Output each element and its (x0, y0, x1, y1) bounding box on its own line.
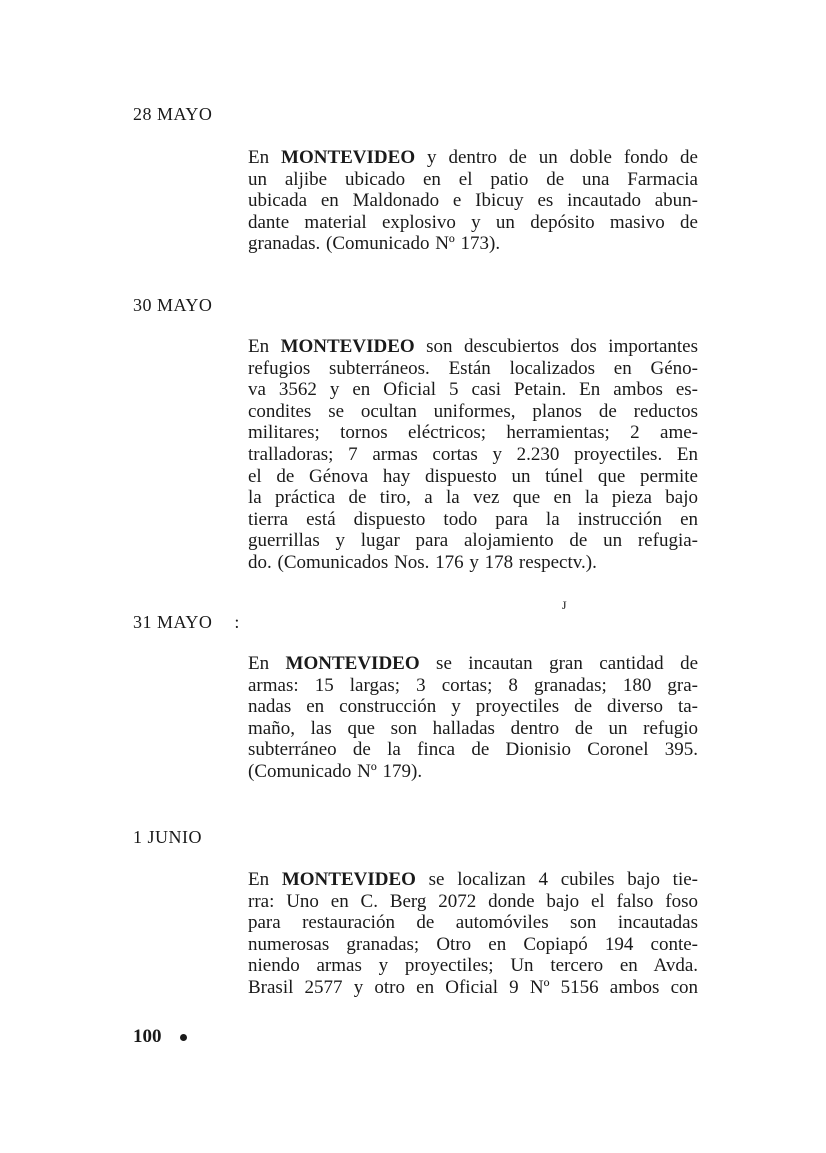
entry-date: 30 MAYO (133, 295, 213, 315)
text-line: do. (Comunicados Nos. 176 y 178 respectv.). (248, 551, 597, 573)
text-line: guerrillas y lugar para alojamiento de un refugia- (248, 530, 698, 552)
text-line: numerosas granadas; Otro en Copiapó 194 conte- (248, 933, 698, 955)
entry-date: 1 JUNIO (133, 827, 202, 847)
entry-date: 28 MAYO (133, 104, 213, 124)
text-line: la práctica de tiro, a la vez que en la pieza bajo (248, 487, 698, 509)
text-line: maño, las que son halladas dentro de un refugio (248, 717, 698, 739)
text-line: ubicada en Maldonado e Ibicuy es incautado abun- (248, 190, 698, 212)
text-line: En MONTEVIDEO y dentro de un doble fondo de (248, 147, 698, 168)
text-line: subterráneo de la finca de Dionisio Coronel 395. (248, 739, 698, 761)
text-line: tierra está dispuesto todo para la instrucción en (248, 508, 698, 530)
text-line: nadas en construcción y proyectiles de diverso ta- (248, 696, 698, 718)
stray-mark: ᴊ (562, 596, 567, 613)
text-line: En MONTEVIDEO son descubiertos dos importantes (248, 336, 698, 357)
city-name: MONTEVIDEO (280, 336, 415, 357)
text-line: En MONTEVIDEO se incautan gran cantidad de (248, 653, 699, 674)
entry-text (248, 869, 698, 999)
entry-date: 31 MAYO : (133, 612, 240, 632)
text-line: para restauración de automóviles son incautadas (248, 912, 698, 934)
text-line: refugios subterráneos. Están localizados en Géno- (248, 357, 698, 379)
page-number: 100 (133, 1026, 162, 1047)
text-line: dante material explosivo y un depósito masivo de (248, 211, 698, 233)
text-line: Brasil 2577 y otro en Oficial 9 Nº 5156 ambos con (248, 976, 698, 998)
city-name: MONTEVIDEO (281, 147, 416, 168)
text-line: tralladoras; 7 armas cortas y 2.230 proyectiles. En (248, 443, 698, 465)
city-name: MONTEVIDEO (281, 869, 416, 890)
text-line: (Comunicado Nº 179). (248, 760, 423, 782)
city-name: MONTEVIDEO (285, 653, 420, 674)
text-line: rra: Uno en C. Berg 2072 donde bajo el falso foso (248, 890, 698, 912)
text-line: un aljibe ubicado en el patio de una Farmacia (248, 168, 698, 190)
text-line: el de Génova hay dispuesto un túnel que permite (248, 465, 698, 487)
entry-text (248, 653, 698, 783)
text-line: armas: 15 largas; 3 cortas; 8 granadas; 180 gra- (248, 674, 698, 696)
text-line: condites se ocultan uniformes, planos de reductos (248, 400, 698, 422)
page-footer (133, 1026, 187, 1048)
text-line: En MONTEVIDEO se localizan 4 cubiles bajo tie- (248, 869, 699, 890)
text-line: militares; tornos eléctricos; herramientas; 2 ame- (248, 422, 698, 444)
text-line: niendo armas y proyectiles; Un tercero en Avda. (248, 955, 698, 977)
entry-text (248, 147, 698, 255)
bullet-icon (180, 1034, 187, 1041)
entry-text (248, 336, 698, 574)
text-line: va 3562 y en Oficial 5 casi Petain. En ambos es- (248, 379, 698, 401)
text-line: granadas. (Comunicado Nº 173). (248, 233, 501, 255)
